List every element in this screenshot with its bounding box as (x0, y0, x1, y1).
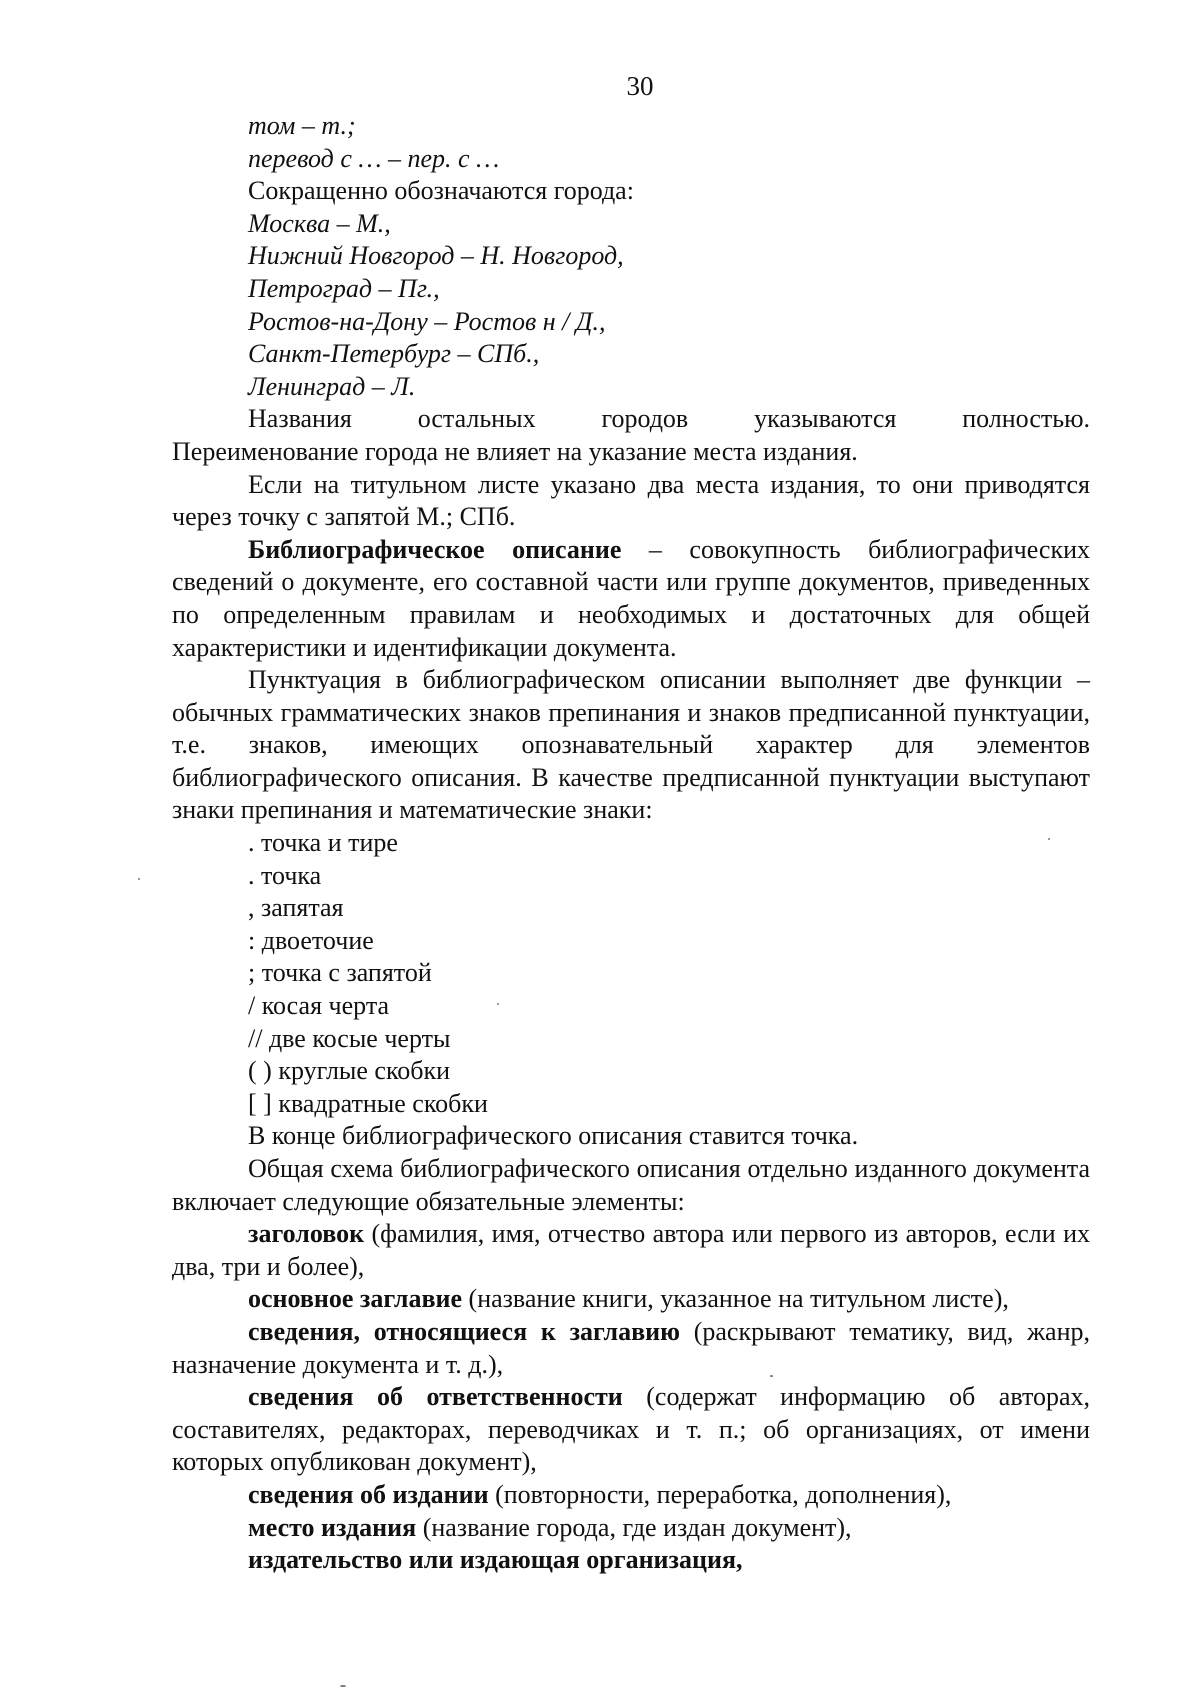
punctuation-item: / косая черта (248, 991, 390, 1021)
cities-intro: Сокращенно обозначаются города: (248, 176, 634, 206)
element-term: основное заглавие (248, 1284, 463, 1314)
paragraph-definition (172, 534, 1090, 664)
city-abbrev-item: Ленинград – Л. (248, 371, 416, 401)
paragraph-two-places: Если на титульном листе указано два места издания, то они приводятся через точку с запятой М.; СПб. (172, 469, 1090, 532)
definition-term: Библиографическое описание (248, 534, 622, 564)
page-body (172, 110, 1090, 1577)
city-abbrev-item: Ростов-на-Дону – Ростов н / Д., (248, 306, 606, 336)
element-text: (повторности, переработка, дополнения), (488, 1479, 952, 1509)
element-text: (содержат информацию об авторах, составителях, редакторах, переводчиках и т. п.; об организациях, от имени которых опубликован документ), (172, 1382, 1091, 1477)
element-publisher (172, 1544, 1090, 1577)
element-text: (фамилия, имя, отчество автора или первого из авторов, если их два, три и более), (172, 1219, 1090, 1281)
city-abbrev-item: Москва – М., (248, 208, 391, 238)
punctuation-list (172, 827, 1090, 1120)
element-term: издательство или издающая организация, (248, 1545, 743, 1575)
element-title-info (172, 1316, 1090, 1381)
city-abbrev-item: Нижний Новгород – Н. Новгород, (248, 241, 624, 271)
punctuation-item: [ ] квадратные скобки (248, 1088, 488, 1118)
element-place (172, 1512, 1090, 1545)
scan-speck (1048, 838, 1050, 840)
punctuation-item: ( ) круглые скобки (248, 1056, 451, 1086)
element-edition (172, 1479, 1090, 1512)
abbrev-volume: том – т.; (248, 111, 356, 140)
element-term: заголовок (248, 1219, 365, 1249)
city-abbrev-item: Петроград – Пг., (248, 273, 440, 303)
punctuation-item: . точка и тире (248, 828, 398, 858)
paragraph-scheme: Общая схема библиографического описания отдельно изданного документа включает следующие обязательные элементы: (172, 1154, 1090, 1216)
punctuation-item: ; точка с запятой (248, 958, 432, 988)
element-text: (название города, где издан документ), (416, 1512, 852, 1542)
scan-speck (340, 1685, 346, 1687)
element-term: место издания (248, 1512, 417, 1542)
punctuation-item: // две косые черты (248, 1023, 451, 1053)
scan-speck (770, 1375, 773, 1377)
element-term: сведения об ответственности (248, 1382, 623, 1412)
element-main-title (172, 1283, 1090, 1316)
scan-speck (138, 878, 140, 880)
other-cities-line-2: Переименование города не влияет на указание места издания. (172, 436, 858, 466)
city-abbrev-item: Санкт-Петербург – СПб., (248, 339, 540, 369)
element-term: сведения, относящиеся к заглавию (248, 1316, 680, 1346)
punctuation-item: , запятая (248, 893, 344, 923)
element-heading (172, 1218, 1090, 1283)
element-term: сведения об издании (248, 1479, 489, 1509)
element-text: (раскрывают тематику, вид, жанр, назначение документа и т. д.), (172, 1316, 1090, 1379)
page-number: 30 (626, 71, 654, 101)
paragraph-end-dot: В конце библиографического описания ставится точка. (248, 1121, 859, 1151)
definition-text: – совокупность библиографических сведений о документе, его составной части или группе документов, приведенных по определенным правилам и необходимых и достаточных для общей характеристики и идентификации документа. (172, 534, 1090, 662)
other-cities-line-1: Названия остальных городов указываются полностью. (248, 404, 1090, 434)
abbrev-translation: перевод с … – пер. с … (248, 143, 500, 173)
punctuation-item: : двоеточие (248, 925, 374, 955)
scan-speck (497, 1003, 499, 1005)
element-text: (название книги, указанное на титульном листе), (462, 1284, 1009, 1314)
paragraph-punctuation: Пунктуация в библиографическом описании выполняет две функции – обычных грамматических знаков препинания и знаков предписанной пунктуации, т.е. знаков, имеющих опознавательный характер для элементов библиографического описания. В качестве предписанной пунктуации выступают знаки препинания и математические знаки: (172, 665, 1090, 825)
paragraph-other-cities (172, 403, 1090, 468)
punctuation-item: . точка (248, 860, 322, 890)
element-responsibility (172, 1381, 1090, 1479)
